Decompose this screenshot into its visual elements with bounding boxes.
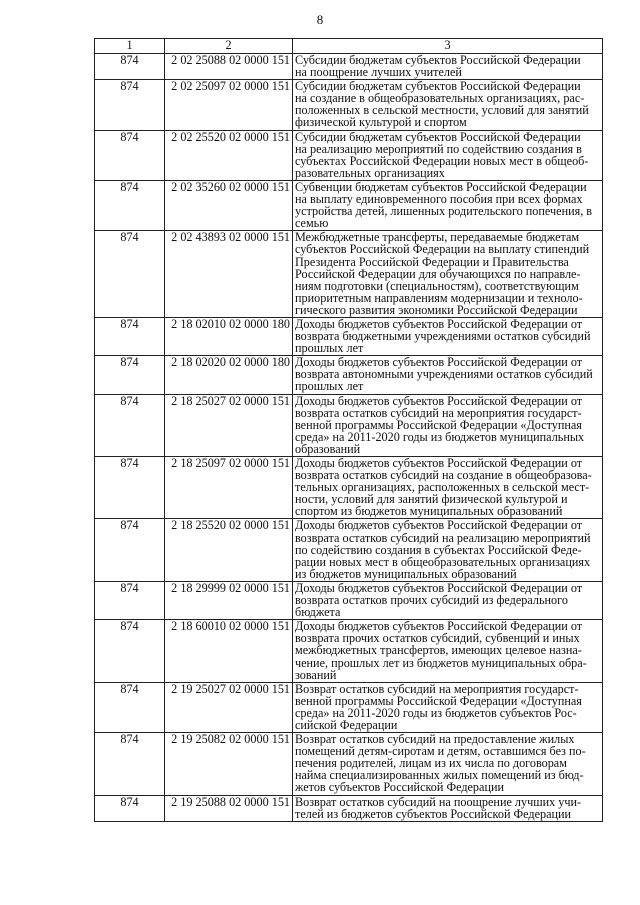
table-row [95,54,603,80]
admin-code-cell: 874 [95,394,165,456]
income-name-cell: Субсидии бюджетам субъектов Российской Федерации на создание в общеобразовательных организациях, рас- положенных в сельской местности, условий для занятий физической культурой и спортом [293,80,603,130]
income-name-cell: Возврат остатков субсидий на поощрение лучших учи- телей из бюджетов субъектов Российской Федерации [293,795,603,821]
admin-code-cell: 874 [95,231,165,318]
table-row [95,180,603,230]
budget-code-cell: 2 19 25088 02 0000 151 [165,795,293,821]
admin-code-cell: 874 [95,795,165,821]
budget-code-cell: 2 18 02010 02 0000 180 [165,317,293,355]
income-name-cell: Доходы бюджетов субъектов Российской Федерации от возврата остатков прочих субсидий из федерального бюджета [293,581,603,619]
table-row [95,795,603,821]
income-name-cell: Доходы бюджетов субъектов Российской Федерации от возврата прочих остатков субсидий, субвенций и иных межбюджетных трансфертов, имеющих целевое назна- чение, прошлых лет из бюджетов муниципальных обра- зований [293,620,603,682]
table-row [95,457,603,519]
column-header-3: 3 [293,39,603,54]
page-number: 8 [316,12,324,27]
budget-code-cell: 2 02 25097 02 0000 151 [165,80,293,130]
table-row [95,581,603,619]
budget-code-cell: 2 18 02020 02 0000 180 [165,356,293,394]
admin-code-cell: 874 [95,54,165,80]
income-name-cell: Доходы бюджетов субъектов Российской Федерации от возврата автономными учреждениями остатков субсидий прошлых лет [293,356,603,394]
column-header-1: 1 [95,39,165,54]
income-name-cell: Субсидии бюджетам субъектов Российской Федерации на реализацию мероприятий по содействию создания в субъектах Российской Федерации новых мест в общеоб- разовательных организациях [293,130,603,180]
admin-code-cell: 874 [95,130,165,180]
budget-code-cell: 2 19 25082 02 0000 151 [165,733,293,795]
budget-code-cell: 2 18 25097 02 0000 151 [165,457,293,519]
income-name-cell: Межбюджетные трансферты, передаваемые бюджетам субъектов Российской Федерации на выплату стипендий Президента Российской Федерации и Правительства Российской Федерации для обучающихся по направле- ниям подготовки (специальностям), соответствующим приоритетным направлениям модернизации и техноло- гического развития экономики Российской Федерации [293,231,603,318]
income-name-cell: Возврат остатков субсидий на предоставление жилых помещений детям-сиротам и детям, оставшимся без по- печения родителей, лицам из их числа по договорам найма специализированных жилых помещений из бюд- жетов субъектов Российской Федерации [293,733,603,795]
admin-code-cell: 874 [95,80,165,130]
budget-code-cell: 2 18 25520 02 0000 151 [165,519,293,581]
income-name-cell: Доходы бюджетов субъектов Российской Федерации от возврата остатков субсидий на мероприятия государст- венной программы Российской Федерации «Доступная среда» на 2011-2020 годы из бюджетов муниципальных образований [293,394,603,456]
column-header-2: 2 [165,39,293,54]
income-name-cell: Доходы бюджетов субъектов Российской Федерации от возврата остатков субсидий на создание в общеобразова- тельных организациях, расположенных в сельской мест- ности, условий для занятий физической культурой и спортом из бюджетов муниципальных образований [293,457,603,519]
budget-code-cell: 2 19 25027 02 0000 151 [165,682,293,732]
admin-code-cell: 874 [95,317,165,355]
table-header-row [95,39,603,54]
admin-code-cell: 874 [95,620,165,682]
admin-code-cell: 874 [95,356,165,394]
budget-code-cell: 2 18 29999 02 0000 151 [165,581,293,619]
income-name-cell: Субвенции бюджетам субъектов Российской Федерации на выплату единовременного пособия при всех формах устройства детей, лишенных родительского попечения, в семью [293,180,603,230]
table-row [95,317,603,355]
admin-code-cell: 874 [95,581,165,619]
income-name-cell: Субсидии бюджетам субъектов Российской Федерации на поощрение лучших учителей [293,54,603,80]
budget-code-cell: 2 02 43893 02 0000 151 [165,231,293,318]
admin-code-cell: 874 [95,180,165,230]
admin-code-cell: 874 [95,682,165,732]
table-row [95,80,603,130]
budget-code-cell: 2 18 25027 02 0000 151 [165,394,293,456]
table-row [95,733,603,795]
budget-code-cell: 2 02 25520 02 0000 151 [165,130,293,180]
table-row [95,682,603,732]
admin-code-cell: 874 [95,519,165,581]
income-name-cell: Доходы бюджетов субъектов Российской Федерации от возврата остатков субсидий на реализацию мероприятий по содействию создания в субъектах Российской Феде- рации новых мест в общеобразовательных организациях из бюджетов муниципальных образований [293,519,603,581]
table-row [95,394,603,456]
budget-classification-table [94,38,603,822]
admin-code-cell: 874 [95,457,165,519]
table-row [95,519,603,581]
budget-code-cell: 2 02 35260 02 0000 151 [165,180,293,230]
budget-code-cell: 2 02 25088 02 0000 151 [165,54,293,80]
table-row [95,620,603,682]
budget-code-cell: 2 18 60010 02 0000 151 [165,620,293,682]
table-row [95,231,603,318]
income-name-cell: Возврат остатков субсидий на мероприятия государст- венной программы Российской Федерации «Доступная среда» на 2011-2020 годы из бюджетов субъектов Рос- сийской Федерации [293,682,603,732]
table-row [95,130,603,180]
income-name-cell: Доходы бюджетов субъектов Российской Федерации от возврата бюджетными учреждениями остатков субсидий прошлых лет [293,317,603,355]
table-row [95,356,603,394]
admin-code-cell: 874 [95,733,165,795]
